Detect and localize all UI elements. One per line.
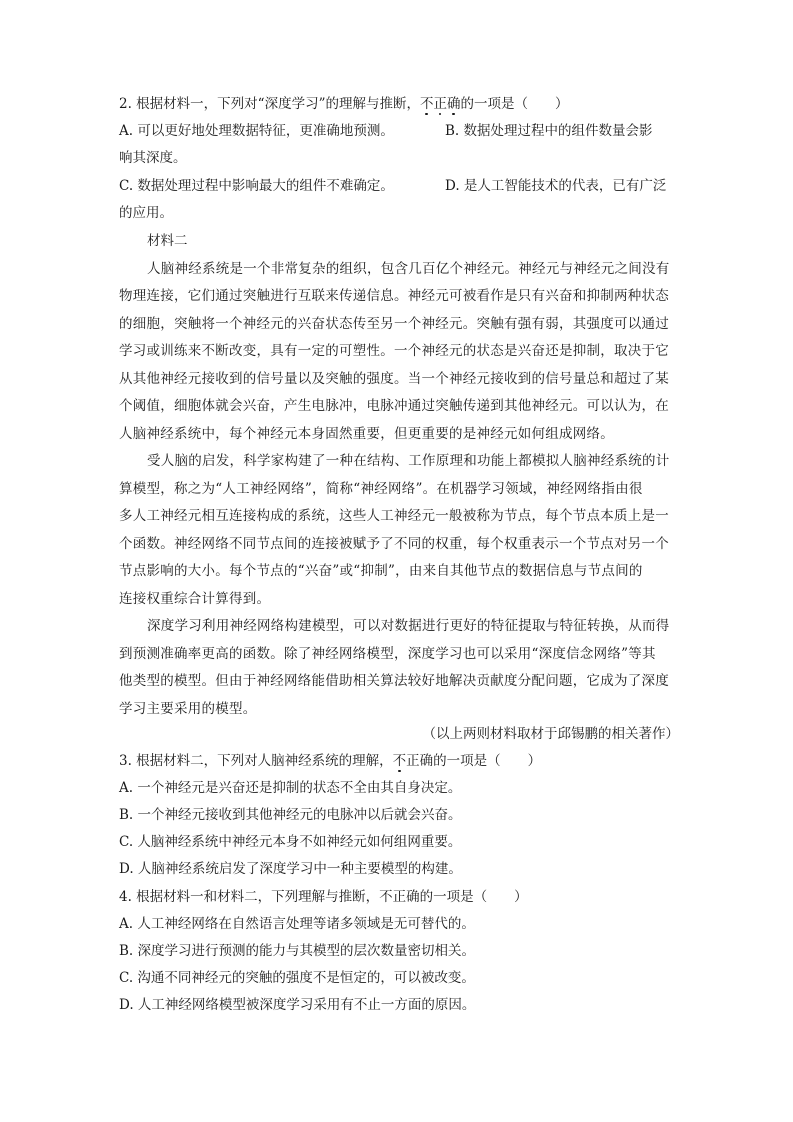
q2-option-c: C. 数据处理过程中影响最大的组件不难确定。 [119, 178, 394, 194]
q2-option-row-ab [119, 121, 679, 141]
material2-para1-line: 学习或训练来不断改变，具有一定的可塑性。一个神经元的状态是兴奋还是抑制，取决于它 [119, 343, 669, 359]
q2-stem-post: 的一项是（ ） [460, 96, 569, 112]
material2-para1-line: 从其他神经元接收到的信号量以及突触的强度。当一个神经元接收到的信号量总和超过了某 [119, 371, 669, 387]
q2-option-b-continued: 响其深度。 [119, 150, 187, 166]
material2-para2-line: 受人脑的启发，科学家构建了一种在结构、工作原理和功能上都模拟人脑神经系统的计 [147, 453, 670, 469]
material2-para1-line: 的细胞，突触将一个神经元的兴奋状态传至另一个神经元。突触有强有弱，其强度可以通过 [119, 316, 669, 332]
material2-para1-line: 个阈值，细胞体就会兴奋，产生电脉冲，电脉冲通过突触传递到其他神经元。可以认为，在 [119, 398, 669, 414]
q4-option-a: A. 人工神经网络在自然语言处理等诸多领域是无可替代的。 [119, 916, 475, 932]
q3-option-a: A. 一个神经元是兴奋还是抑制的状态不全由其自身决定。 [119, 780, 462, 796]
material2-para1-line: 人脑神经系统中，每个神经元本身固然重要，但更重要的是神经元如何组成网络。 [119, 426, 614, 442]
material-source-text: （以上两则材料取材于邱锡鹏的相关著作） [422, 726, 679, 742]
q4-stem: 4. 根据材料一和材料二，下列理解与推断，不正确的一项是（ ） [119, 889, 528, 905]
q2-option-row-cd [119, 176, 679, 196]
q3-stem-post: 正确的一项是（ ） [406, 753, 542, 769]
q2-option-d: D. 是人工智能技术的代表，已有广泛 [445, 178, 667, 194]
material2-heading: 材料二 [147, 233, 188, 249]
material2-para3-line: 深度学习利用神经网络构建模型，可以对数据进行更好的特征提取与特征转换，从而得 [147, 618, 670, 634]
material2-para3-line: 学习主要采用的模型。 [119, 701, 257, 717]
q3-stem-pre: 3. 根据材料二，下列对人脑神经系统的理解， [119, 753, 393, 769]
material2-para2-line: 连接权重综合计算得到。 [119, 591, 271, 607]
material2-para3-line: 他类型的模型。但由于神经网络能借助相关算法较好地解决贡献度分配问题，它成为了深度 [119, 673, 669, 689]
q3-option-d: D. 人脑神经系统启发了深度学习中一种主要模型的构建。 [119, 861, 462, 877]
q3-option-b: B. 一个神经元接收到其他神经元的电脉冲以后就会兴奋。 [119, 807, 462, 823]
material2-para1-line: 物理连接，它们通过突触进行互联来传递信息。神经元可被看作是只有兴奋和抑制两种状态 [119, 288, 669, 304]
q3-emphasis-char: 不 [392, 753, 407, 769]
q4-option-c: C. 沟通不同神经元的突触的强度不是恒定的，可以被改变。 [119, 970, 475, 986]
material2-para2-line: 节点影响的大小。每个节点的“兴奋”或“抑制”，由来自其他节点的数据信息与节点间的 [119, 563, 643, 579]
q2-stem [119, 94, 679, 114]
q4-option-d: D. 人工神经网络模型被深度学习采用有不止一方面的原因。 [119, 997, 476, 1013]
material2-para3-line: 到预测准确率更高的函数。除了神经网络模型，深度学习也可以采用“深度信念网络”等其 [119, 646, 656, 662]
q2-stem-pre: 2. 根据材料一，下列对“深度学习”的理解与推断， [119, 96, 420, 112]
q2-option-d-continued: 的应用。 [119, 205, 173, 221]
material2-para2-line: 个函数。神经网络不同节点间的连接被赋予了不同的权重，每个权重表示一个节点对另一个 [119, 536, 669, 552]
q3-stem [119, 751, 679, 771]
material2-para1-line: 人脑神经系统是一个非常复杂的组织，包含几百亿个神经元。神经元与神经元之间没有 [147, 261, 670, 277]
q2-emphasis-char: 不 [419, 96, 434, 112]
q2-option-a: A. 可以更好地处理数据特征，更准确地预测。 [119, 123, 394, 139]
material2-para2-line: 多人工神经元相互连接构成的系统，这些人工神经元一般被称为节点，每个节点本质上是一 [119, 508, 669, 524]
q2-emphasis-char: 正 [433, 96, 447, 112]
q2-option-b: B. 数据处理过程中的组件数量会影 [445, 123, 653, 139]
q4-option-b: B. 深度学习进行预测的能力与其模型的层次数量密切相关。 [119, 943, 476, 959]
q3-option-c: C. 人脑神经系统中神经元本身不如神经元如何组网重要。 [119, 834, 462, 850]
q2-emphasis-char: 确 [446, 96, 461, 112]
material2-para2-line: 算模型，称之为“人工神经网络”，简称“神经网络”。在机器学习领域，神经网络指由很 [119, 481, 643, 497]
